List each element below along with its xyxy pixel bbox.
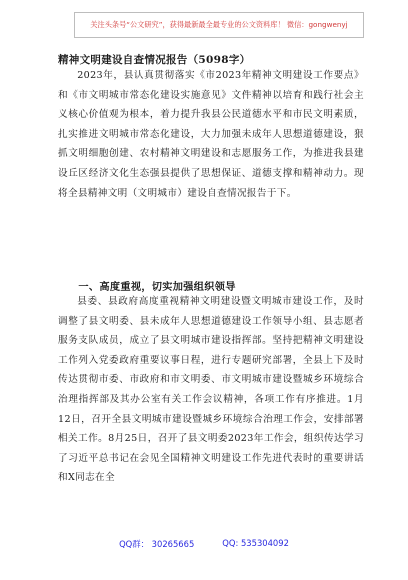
footer-qq: QQ: 535304092 bbox=[222, 538, 289, 548]
promo-banner bbox=[74, 12, 364, 38]
section-heading: 一、高度重视，切实加强组织领导 bbox=[78, 281, 236, 293]
footer-contact bbox=[0, 538, 408, 550]
footer-qq-group: QQ群： 30265665 bbox=[119, 539, 195, 549]
intro-paragraph: 2023年，县认真贯彻落实《市2023年精神文明建设工作要点》和《市文明城市常态化建设实施意见》文件精神以培育和践行社会主义核心价值观为根本，着力提升我县公民道德水平和市民文明素质，扎实推进文明城市常态化建设，大力加强未成年人思想道德建设，狠抓文明细胞创建、农村精神文明建设和志愿服务工作，为推进我县建设丘区经济文化生态强县提供了思想保证、道德支撑和精神动力。现将全县精神文明（文明城市）建设自查情况报告于下。 bbox=[58, 70, 364, 199]
section-paragraph: 县委、县政府高度重视精神文明建设暨文明城市建设工作，及时调整了县文明委、县未成年人思想道德建设工作领导小组、县志愿者服务支队成员，成立了县文明城市建设指挥部。坚持把精神文明建设工作列入党委政府重要议事日程，进行专题研究部署，全县上下及时传达贯彻市委、市政府和市文明委、市文明城市建设暨城乡环境综合治理指挥部及其办公室有关工作会议精神，各项工作有序推进。1月12日，召开全县文明城市建设暨城乡环境综合治理工作会，安排部署相关工作。8月25日，召开了县文明委2023年工作会，组织传达学习了习近平总书记在会见全国精神文明建设工作先进代表时的重要讲话和X同志在全 bbox=[58, 296, 364, 484]
document-title: 精神文明建设自查情况报告（5098字） bbox=[58, 54, 251, 66]
promo-banner-text: 关注头条号“公文研究”，获得最新最全最专业的公文资料库！ 微信：gongwenyj bbox=[90, 20, 348, 29]
